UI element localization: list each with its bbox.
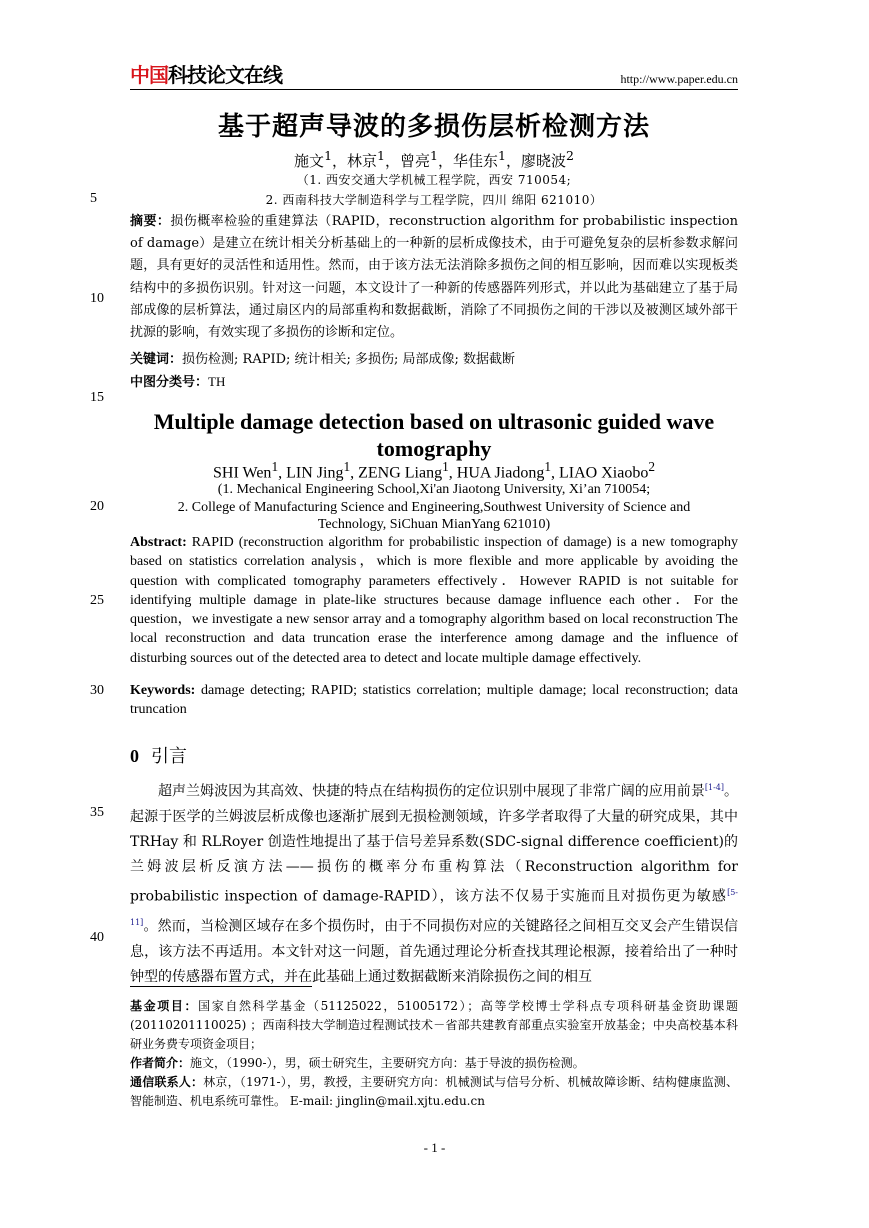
affiliation-cn-1: （1. 西安交通大学机械工程学院，西安 710054; [296, 173, 572, 187]
logo-red-text: 中国 [130, 63, 168, 87]
author-affil-mark: 1 [324, 148, 333, 163]
authors-en [130, 459, 738, 482]
abstract-en-text: RAPID (reconstruction algorithm for probabilistic inspection of damage) is a new tomography based on statistics correlation analysis，which is more flexible and more applicable by avoiding the question with complicated tomography parameters effectively．However RAPID is not suitable for identifying multiple damage in plate-like structures because damage influence each other．For the question，we investigate a new sensor array and a tomography algorithm based on local reconstruction The local reconstruction and data truncation erase the interference among damage and the influence of disturbing sources out of the detected area to detect and locate multiple damage effectively. [130, 535, 738, 666]
author-separator: ， [385, 152, 401, 170]
line-number: 25 [90, 593, 104, 608]
page-header [130, 62, 738, 90]
author-name: 曾亮 [400, 152, 431, 170]
section-title: 引言 [151, 746, 187, 767]
author-affil-mark: 1 [544, 459, 551, 474]
author-affil-mark: 2 [648, 459, 655, 474]
abstract-cn [130, 211, 738, 344]
authors-cn [130, 148, 738, 171]
footnote-author-label: 作者简介： [130, 1056, 191, 1070]
author-affil-mark: 1 [377, 148, 385, 163]
author-name: LIN Jing [286, 464, 344, 482]
classification-cn-label: 中图分类号： [130, 375, 209, 390]
section-number: 0 [130, 746, 139, 766]
author-name: 施文 [294, 152, 325, 170]
author-name: 廖晓波 [520, 152, 566, 170]
author-separator: , [350, 464, 359, 482]
paper-title-cn: 基于超声导波的多损伤层析检测方法 [217, 112, 650, 142]
line-number: 15 [90, 390, 104, 405]
author-separator: , [448, 464, 457, 482]
footnote-contact-text: 林京，（1971-），男，教授，主要研究方向：机械测试与信号分析、机械故障诊断、结构健康监测、智能制造、机电系统可靠性。 E-mail: jinglin@mail.xjtu.edu.cn [130, 1075, 738, 1108]
footnotes [130, 997, 738, 1111]
citation-ref[interactable]: [1-4] [704, 783, 724, 792]
line-number: 10 [90, 291, 104, 306]
author-affil-mark: 2 [566, 148, 574, 163]
site-logo[interactable] [130, 62, 282, 88]
keywords-en-label: Keywords: [130, 683, 196, 698]
citation-ref[interactable]: [5-11] [130, 888, 738, 927]
affiliation-en-2: 2. College of Manufacturing Science and Engineering,Southwest University of Science and [177, 500, 691, 515]
author-name: 华佳东 [453, 152, 499, 170]
affiliation-cn-2: 2. 西南科技大学制造科学与工程学院，四川 绵阳 621010） [265, 193, 603, 207]
author-affil-mark: 1 [343, 459, 351, 474]
keywords-cn [130, 350, 738, 370]
footnote-author-text: 施文，（1990-），男，硕士研究生，主要研究方向：基于导波的损伤检测。 [190, 1056, 585, 1070]
line-number: 30 [90, 683, 104, 698]
classification-cn-text: TH [208, 374, 226, 389]
author-name: LIAO Xiaobo [559, 464, 649, 482]
author-separator: ， [437, 152, 453, 170]
author-name: 林京 [347, 152, 378, 170]
abstract-en-label: Abstract: [130, 535, 187, 550]
body-text-1: 超声兰姆波因为其高效、快捷的特点在结构损伤的定位识别中展现了非常广阔的应用前景 [158, 783, 705, 800]
line-number: 20 [90, 499, 104, 514]
body-text-2: 。起源于医学的兰姆波层析成像也逐渐扩展到无损检测领域，许多学者取得了大量的研究成果，其中 TRHay 和 RLRoyer 创造性地提出了基于信号差异系数(SDC-signal difference coefficient)的兰姆波层析反演方法——损伤的概率分布重构算法（Reconstruction algorithm for probabilistic inspection of damage-RAPID），该方法不仅易于实施而且对损伤更为敏感 [130, 783, 739, 905]
author-affil-mark: 1 [271, 459, 279, 474]
body-text-3: 。然而，当检测区域存在多个损伤时，由于不同损伤对应的关键路径之间相互交叉会产生错误信息，该方法不再适用。本文针对这一问题，首先通过理论分析查找其理论根源，接着给出了一种时钟型的传感器布置方式，并在此基础上通过数据截断来消除损伤之间的相互 [130, 918, 738, 985]
author-name: HUA Jiadong [456, 464, 545, 482]
abstract-cn-text: 损伤概率检验的重建算法（RAPID，reconstruction algorithm for probabilistic inspection of damage）是建立在统计相关分析基础上的一种新的层析成像技术，由于可避免复杂的层析参数求解问题，具有更好的灵活性和适用性。然而，由于该方法无法消除多损伤之间的相互影响，因而难以实现板类结构中的多损伤识别。针对这一问题，本文设计了一种新的传感器阵列形式，并以此为基础建立了基于局部成像的层析算法，通过扇区内的局部重构和数据截断，消除了不同损伤之间的干涉以及被测区域外部干扰源的影响，有效实现了多损伤的诊断和定位。 [130, 214, 738, 341]
footnote-funding-label: 基金项目： [130, 999, 199, 1013]
keywords-cn-text: 损伤检测; RAPID; 统计相关; 多损伤; 局部成像; 数据截断 [182, 352, 516, 367]
line-number: 5 [90, 191, 97, 206]
keywords-cn-label: 关键词： [130, 352, 183, 367]
footnote-contact-label: 通信联系人： [130, 1075, 204, 1089]
abstract-en [130, 533, 738, 668]
logo-black-text: 科技论文在线 [168, 63, 282, 87]
site-url[interactable]: http://www.paper.edu.cn [620, 72, 738, 86]
footnote-divider [130, 986, 312, 987]
page-number: - 1 - [423, 1140, 446, 1155]
author-affil-mark: 1 [430, 148, 438, 163]
section-heading [130, 744, 187, 769]
author-name: ZENG Liang [358, 464, 443, 482]
affiliation-en-1: (1. Mechanical Engineering School,Xi'an Jiaotong University, Xi’an 710054; [217, 482, 651, 497]
author-separator: , [278, 464, 287, 482]
affiliation-en-3: Technology, SiChuan MianYang 621010) [317, 517, 551, 532]
author-name: SHI Wen [213, 464, 272, 482]
author-affil-mark: 1 [498, 148, 506, 163]
paper-title-en-line2: tomography [376, 436, 492, 461]
author-separator: ， [505, 152, 521, 170]
line-number: 40 [90, 930, 104, 945]
footnote-funding [130, 997, 738, 1054]
keywords-en-text: damage detecting; RAPID; statistics correlation; multiple damage; local reconstruction; data truncation [130, 683, 738, 717]
line-number: 35 [90, 805, 104, 820]
abstract-cn-label: 摘要： [130, 214, 171, 229]
footnote-funding-text: 国家自然科学基金（51125022，51005172）；高等学校博士学科点专项科研基金资助课题(20110201110025) ；西南科技大学制造过程测试技术－省部共建教育部重点实验室开放基金；中央高校基本科研业务费专项资金项目； [130, 999, 738, 1051]
classification-cn [130, 372, 738, 393]
footnote-contact [130, 1073, 738, 1111]
body-paragraph [130, 775, 738, 990]
paper-title-en-line1: Multiple damage detection based on ultrasonic guided wave [153, 409, 715, 434]
author-separator: , [551, 464, 559, 482]
footnote-author [130, 1054, 738, 1073]
author-affil-mark: 1 [442, 459, 449, 474]
paper-title-en [130, 408, 738, 462]
author-separator: ， [332, 152, 348, 170]
keywords-en [130, 681, 738, 719]
